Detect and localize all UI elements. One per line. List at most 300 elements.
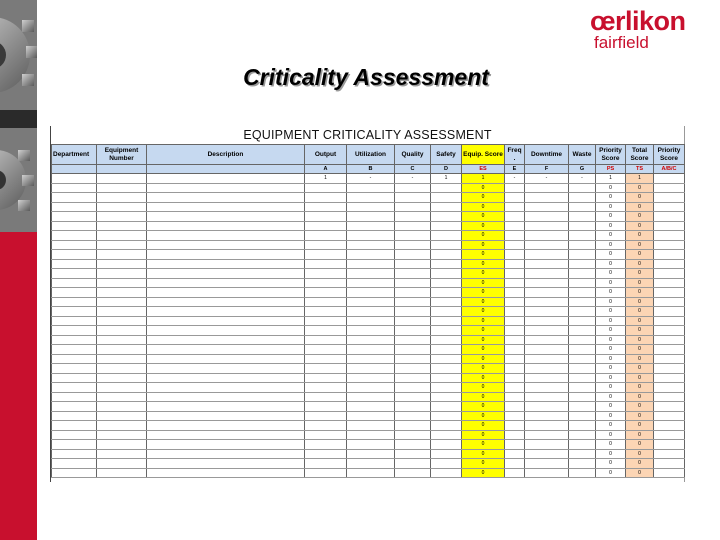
table-cell [305,297,347,307]
table-row [52,354,685,364]
table-cell: 0 [462,449,505,459]
table-cell [97,288,147,298]
code-cell: C [395,165,431,174]
col-header: Description [147,145,305,165]
table-cell [52,307,97,317]
table-row [52,411,685,421]
table-cell [505,240,525,250]
table-cell [525,459,569,469]
table-cell [97,269,147,279]
table-cell [52,421,97,431]
table-row [52,183,685,193]
table-cell [525,250,569,260]
table-cell: 0 [596,326,626,336]
table-cell: 0 [626,193,654,203]
table-cell: 0 [596,269,626,279]
table-cell [347,411,395,421]
table-cell [654,174,685,184]
table-cell [395,326,431,336]
col-header: Equip. Score [462,145,505,165]
table-cell: 0 [596,459,626,469]
table-cell [52,392,97,402]
table-cell [305,392,347,402]
table-cell [347,364,395,374]
table-cell [505,259,525,269]
table-cell [97,335,147,345]
table-cell [52,383,97,393]
table-cell [97,183,147,193]
table-cell [654,459,685,469]
table-cell [147,335,305,345]
table-cell [569,212,596,222]
table-cell [525,202,569,212]
table-cell [147,240,305,250]
table-cell: 0 [462,402,505,412]
table-cell: 0 [626,250,654,260]
table-cell [52,430,97,440]
table-cell [431,373,462,383]
table-cell: 0 [462,250,505,260]
table-cell [505,297,525,307]
table-cell: 0 [626,335,654,345]
table-cell [431,278,462,288]
table-cell [525,440,569,450]
table-row [52,373,685,383]
table-row [52,392,685,402]
table-cell: 0 [626,411,654,421]
table-cell [569,345,596,355]
table-cell [569,221,596,231]
table-cell: 0 [462,307,505,317]
table-cell: 0 [462,459,505,469]
table-cell [505,335,525,345]
col-header: Output [305,145,347,165]
table-cell: 0 [596,392,626,402]
table-cell [147,440,305,450]
table-cell [525,183,569,193]
table-cell [505,364,525,374]
table-cell [654,335,685,345]
table-cell: 0 [462,240,505,250]
table-cell [147,174,305,184]
table-cell [431,468,462,478]
table-cell [147,402,305,412]
code-cell: F [525,165,569,174]
table-cell: 0 [626,383,654,393]
table-cell [395,383,431,393]
table-cell: 0 [596,383,626,393]
table-cell: 0 [626,269,654,279]
col-header: Waste [569,145,596,165]
table-cell [431,231,462,241]
table-cell [569,193,596,203]
criticality-table [51,144,685,478]
table-cell [525,430,569,440]
table-row [52,250,685,260]
table-cell [147,193,305,203]
table-row [52,335,685,345]
table-cell: 0 [596,411,626,421]
table-cell: 0 [626,364,654,374]
table-cell: 0 [596,240,626,250]
table-cell [525,468,569,478]
table-cell [395,269,431,279]
table-cell [52,288,97,298]
table-cell [569,383,596,393]
table-cell [347,373,395,383]
col-header: Downtime [525,145,569,165]
table-cell [654,297,685,307]
table-cell [654,449,685,459]
table-cell [569,335,596,345]
table-cell [147,373,305,383]
table-cell: 1 [462,174,505,184]
table-cell: 0 [596,440,626,450]
table-cell [505,440,525,450]
table-cell [347,335,395,345]
table-cell: 0 [626,449,654,459]
table-cell [654,411,685,421]
table-cell [305,221,347,231]
table-cell: 0 [462,345,505,355]
table-cell [52,259,97,269]
table-row [52,383,685,393]
table-cell [525,307,569,317]
table-cell [305,269,347,279]
table-cell [395,259,431,269]
table-cell [654,231,685,241]
table-cell: - [395,174,431,184]
table-cell: 0 [462,364,505,374]
table-cell [147,269,305,279]
table-cell [569,449,596,459]
table-cell: 0 [596,354,626,364]
table-cell [525,345,569,355]
table-row [52,459,685,469]
col-header: Equipment Number [97,145,147,165]
table-cell [347,183,395,193]
code-cell: G [569,165,596,174]
table-row [52,421,685,431]
table-cell [654,345,685,355]
table-cell [505,345,525,355]
table-cell [97,240,147,250]
table-cell: 0 [626,430,654,440]
table-cell [305,364,347,374]
col-header: Utilization [347,145,395,165]
table-cell [505,183,525,193]
table-cell [654,183,685,193]
table-cell [654,354,685,364]
table-cell [305,240,347,250]
table-cell [654,202,685,212]
table-cell [431,345,462,355]
table-cell [569,288,596,298]
table-row [52,240,685,250]
table-row [52,212,685,222]
table-cell [505,316,525,326]
table-cell [569,297,596,307]
table-cell [654,221,685,231]
table-cell [395,288,431,298]
table-cell [431,316,462,326]
table-cell [347,250,395,260]
table-cell [97,468,147,478]
code-cell: B [347,165,395,174]
table-cell [431,440,462,450]
table-cell: 0 [462,421,505,431]
table-cell [654,307,685,317]
table-cell [569,402,596,412]
table-cell [52,411,97,421]
table-cell: 0 [626,459,654,469]
table-cell [305,468,347,478]
table-cell [97,259,147,269]
table-cell [305,288,347,298]
table-row [52,193,685,203]
table-cell [525,240,569,250]
table-cell [395,307,431,317]
table-cell: 0 [596,183,626,193]
code-cell: D [431,165,462,174]
table-cell [52,202,97,212]
table-cell [654,430,685,440]
table-cell [147,411,305,421]
table-cell [431,212,462,222]
table-cell [431,326,462,336]
table-cell [505,288,525,298]
table-cell [97,364,147,374]
table-cell [52,212,97,222]
table-cell [431,193,462,203]
table-cell [52,364,97,374]
table-cell [147,326,305,336]
table-cell [305,354,347,364]
table-cell: 1 [626,174,654,184]
table-cell: 0 [462,316,505,326]
table-cell [305,345,347,355]
table-cell [525,278,569,288]
table-cell [505,221,525,231]
table-cell [431,183,462,193]
table-cell [347,221,395,231]
table-cell [431,421,462,431]
table-cell [505,421,525,431]
table-cell [569,183,596,193]
table-cell [505,250,525,260]
table-cell [654,212,685,222]
table-cell [569,440,596,450]
table-cell [305,402,347,412]
table-cell [395,278,431,288]
table-cell [97,392,147,402]
col-header: Freq . [505,145,525,165]
table-cell: 0 [596,449,626,459]
table-cell: 0 [596,430,626,440]
table-cell [569,392,596,402]
table-row [52,345,685,355]
table-cell [97,345,147,355]
code-cell: PS [596,165,626,174]
table-cell [347,193,395,203]
table-cell: 0 [462,278,505,288]
table-cell [147,250,305,260]
table-cell [525,193,569,203]
table-cell [431,354,462,364]
table-cell [569,430,596,440]
col-header: Priority Score [654,145,685,165]
table-cell [431,202,462,212]
header-row [52,145,685,165]
table-cell [395,250,431,260]
table-row [52,202,685,212]
table-cell [431,459,462,469]
table-cell [347,202,395,212]
table-cell: 0 [462,430,505,440]
table-cell: 0 [626,354,654,364]
table-cell: 0 [626,345,654,355]
table-cell: 0 [462,231,505,241]
table-row [52,440,685,450]
table-cell: 0 [462,202,505,212]
code-cell: E [505,165,525,174]
table-cell [97,326,147,336]
table-cell [52,316,97,326]
table-cell: 0 [596,345,626,355]
table-cell: 0 [462,288,505,298]
table-cell [147,364,305,374]
table-cell [505,326,525,336]
table-cell: 0 [462,411,505,421]
table-cell [525,373,569,383]
table-cell [347,440,395,450]
table-cell [569,421,596,431]
table-cell [52,231,97,241]
table-cell: 0 [596,297,626,307]
table-cell [97,316,147,326]
table-cell [654,278,685,288]
table-cell [305,307,347,317]
table-cell [395,297,431,307]
table-cell [347,402,395,412]
table-cell: 0 [462,383,505,393]
table-cell: - [505,174,525,184]
table-cell [97,212,147,222]
table-cell [147,297,305,307]
table-cell [97,430,147,440]
table-cell [431,364,462,374]
table-cell [505,193,525,203]
table-cell [525,364,569,374]
code-cell [52,165,97,174]
table-cell [147,421,305,431]
table-cell: 0 [462,440,505,450]
table-cell [505,269,525,279]
table-cell [525,316,569,326]
table-cell [52,468,97,478]
table-cell [347,430,395,440]
table-cell [97,354,147,364]
table-cell: 0 [596,402,626,412]
table-cell [525,421,569,431]
table-cell: 0 [626,202,654,212]
table-cell: 0 [626,212,654,222]
table-cell [505,392,525,402]
table-cell: 0 [596,335,626,345]
table-cell [505,373,525,383]
table-cell [395,392,431,402]
table-cell [97,174,147,184]
table-cell [431,269,462,279]
table-cell [147,354,305,364]
table-cell [147,212,305,222]
table-cell [97,221,147,231]
table-cell [147,307,305,317]
table-cell [525,411,569,421]
table-cell [347,449,395,459]
table-cell [347,307,395,317]
table-cell: 0 [596,231,626,241]
table-cell [305,449,347,459]
table-cell [97,421,147,431]
table-cell [654,364,685,374]
table-cell [147,392,305,402]
table-cell: 0 [626,183,654,193]
table-cell [347,459,395,469]
table-cell [505,459,525,469]
table-cell [52,193,97,203]
table-cell: 0 [626,468,654,478]
table-cell [347,468,395,478]
table-cell: 1 [431,174,462,184]
table-cell [147,202,305,212]
table-cell: 0 [596,212,626,222]
table-cell [395,345,431,355]
table-cell [147,316,305,326]
table-cell [431,335,462,345]
table-cell: 0 [626,373,654,383]
table-cell: 0 [626,288,654,298]
table-row [52,288,685,298]
table-row [52,278,685,288]
table-cell [654,383,685,393]
table-cell: 0 [462,373,505,383]
table-cell [395,468,431,478]
table-row [52,231,685,241]
table-cell [147,345,305,355]
table-cell [431,221,462,231]
table-cell [569,326,596,336]
table-cell [569,250,596,260]
table-cell [147,221,305,231]
table-cell [147,231,305,241]
table-row [52,326,685,336]
table-cell [395,202,431,212]
table-cell: 0 [596,278,626,288]
brand-logo-subtitle: fairfield [594,33,649,52]
table-cell [395,459,431,469]
table-cell [431,392,462,402]
table-cell [147,259,305,269]
table-cell [97,373,147,383]
code-cell [97,165,147,174]
table-cell [305,421,347,431]
table-cell [569,316,596,326]
table-cell [654,269,685,279]
table-cell: 0 [596,468,626,478]
table-cell [52,174,97,184]
table-cell [97,278,147,288]
